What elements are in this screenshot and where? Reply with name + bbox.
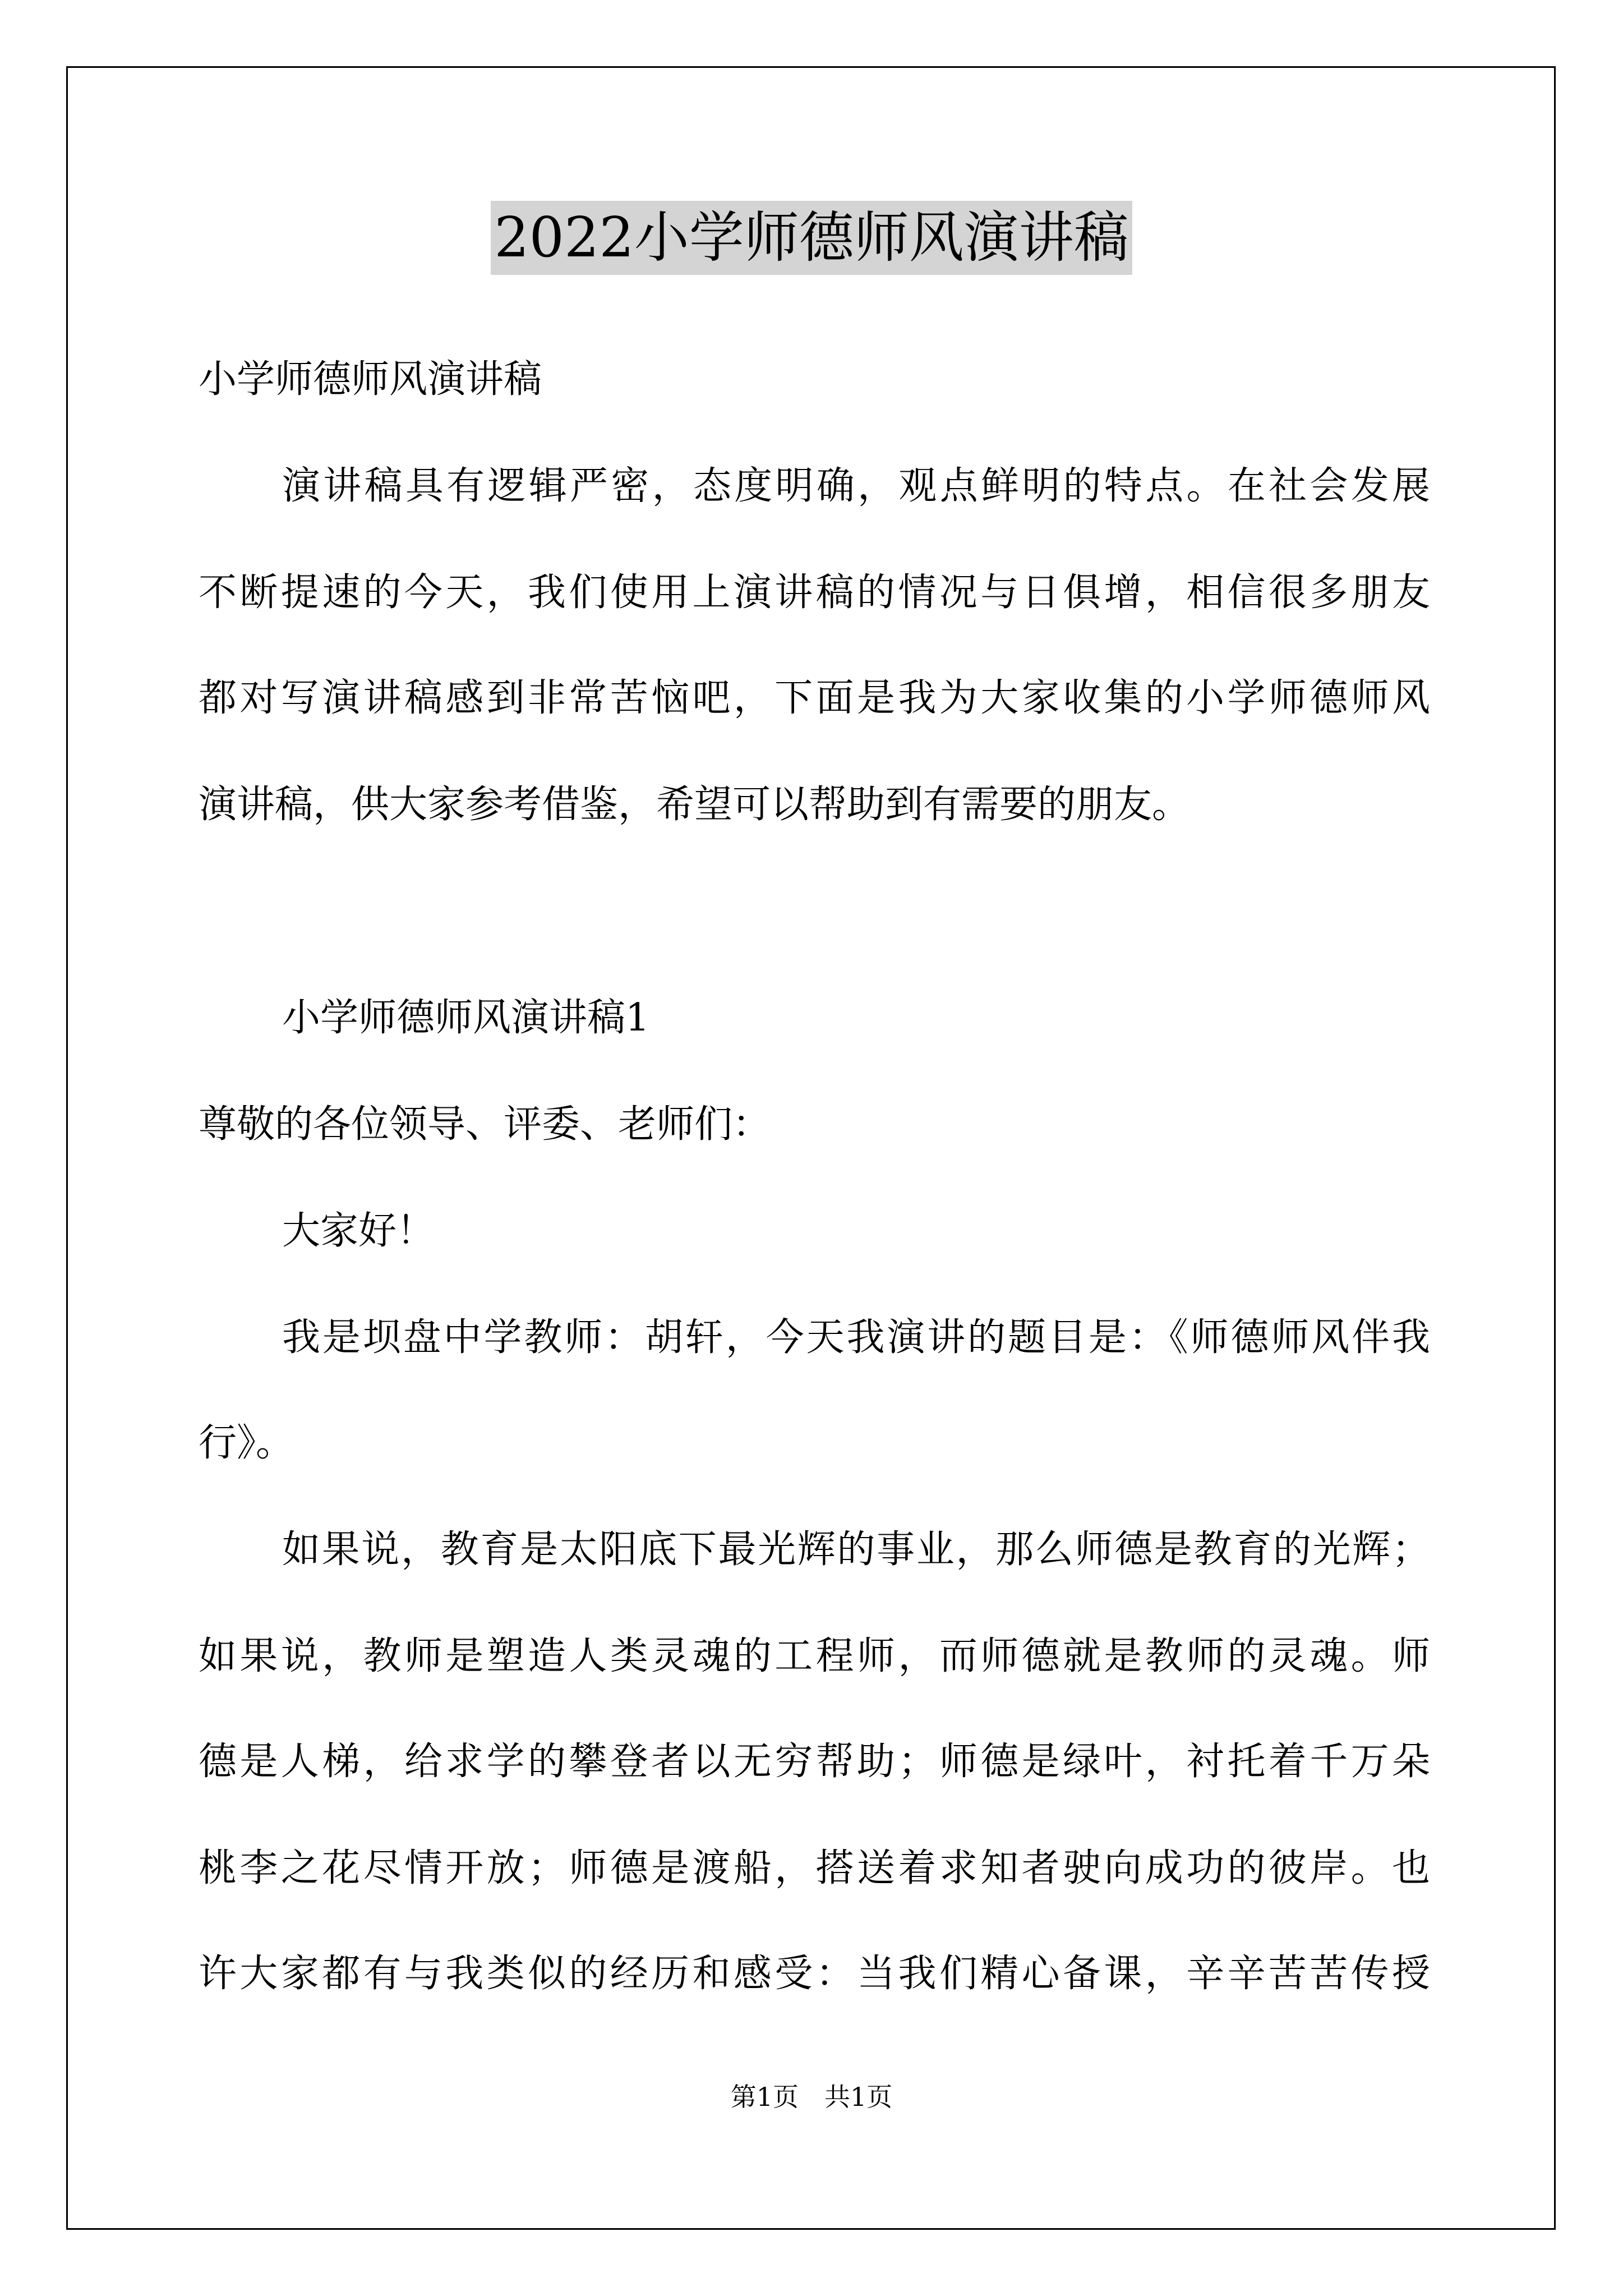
title-container (0, 201, 1623, 275)
paragraph-line: 行》。 (199, 1421, 294, 1465)
intro-line: 不断提速的今天，我们使用上演讲稿的情况与日俱增，相信很多朋友 (199, 570, 1430, 615)
paragraph-line: 如果说，教师是塑造人类灵魂的工程师，而师德就是教师的灵魂。师 (199, 1634, 1430, 1678)
page-number: 第1页 共1页 (730, 2082, 893, 2112)
intro-line: 都对写演讲稿感到非常苦恼吧，下面是我为大家收集的小学师德师风 (199, 676, 1430, 720)
section-heading: 小学师德师风演讲稿1 (282, 996, 650, 1040)
intro-line: 演讲稿具有逻辑严密，态度明确，观点鲜明的特点。在社会发展 (282, 464, 1430, 508)
paragraph-line: 如果说，教育是太阳底下最光辉的事业，那么师德是教育的光辉； (282, 1527, 1430, 1572)
document-subtitle: 小学师德师风演讲稿 (199, 357, 542, 402)
salutation: 尊敬的各位领导、评委、老师们： (199, 1102, 771, 1147)
document-title: 2022小学师德师风演讲稿 (491, 201, 1132, 275)
intro-line: 演讲稿，供大家参考借鉴，希望可以帮助到有需要的朋友。 (199, 783, 1191, 827)
paragraph-line: 许大家都有与我类似的经历和感受：当我们精心备课，辛辛苦苦传授 (199, 1952, 1430, 1996)
paragraph-line: 德是人梯，给求学的攀登者以无穷帮助；师德是绿叶，衬托着千万朵 (199, 1740, 1430, 1784)
paragraph-line: 桃李之花尽情开放；师德是渡船，搭送着求知者驶向成功的彼岸。也 (199, 1846, 1430, 1890)
greeting: 大家好！ (282, 1209, 435, 1253)
paragraph-line: 我是坝盘中学教师：胡轩，今天我演讲的题目是：《师德师风伴我 (282, 1315, 1430, 1360)
